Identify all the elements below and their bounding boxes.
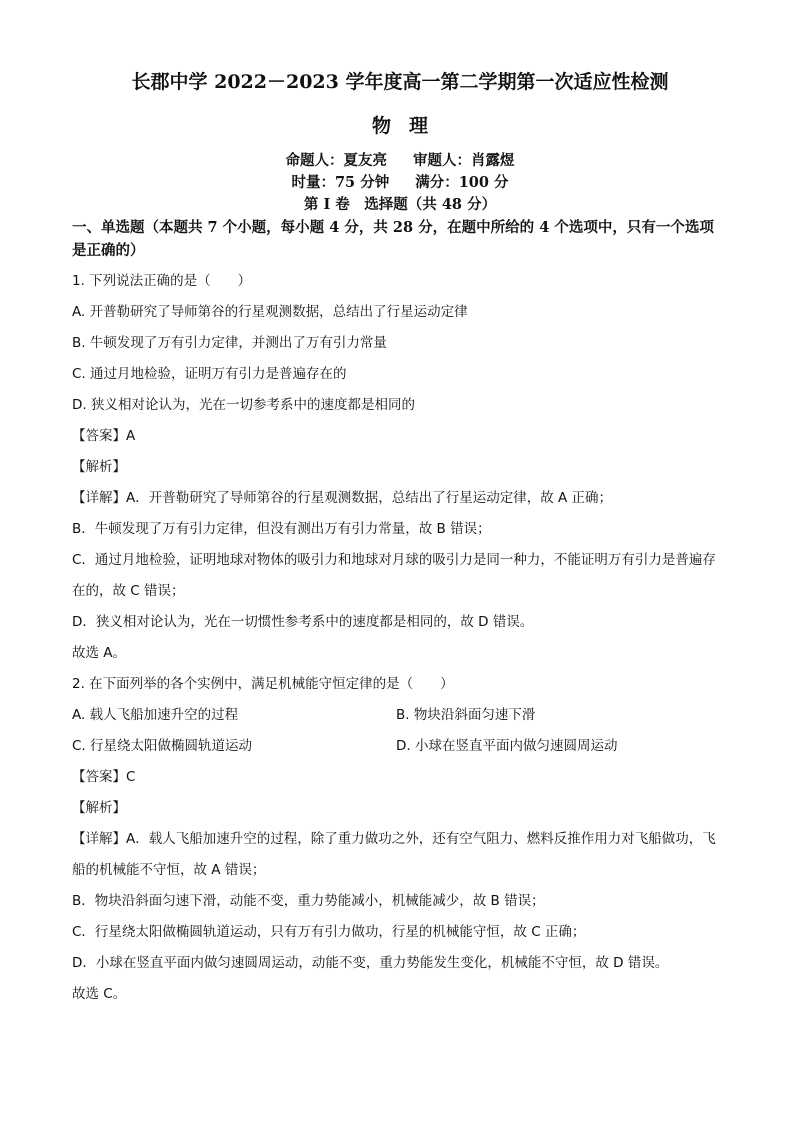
authors-line [72, 150, 728, 172]
option-b: B. 物块沿斜面匀速下滑 [396, 707, 536, 723]
analysis-label: 【解析】 [72, 459, 126, 475]
subject-char-1: 物 [371, 115, 391, 137]
detail-line: D．小球在竖直平面内做匀速圆周运动，动能不变，重力势能发生变化，机械能不守恒，故 D 错误。 [72, 955, 669, 971]
options-row [72, 700, 728, 731]
question-1 [72, 266, 728, 669]
time-score-line [72, 172, 728, 194]
question-2 [72, 669, 728, 1010]
volume-title: 第 I 卷 选择题（共 48 分） [303, 196, 497, 213]
detail-line: 【详解】A．开普勒研究了导师第谷的行星观测数据，总结出了行星运动定律，故 A 正确； [72, 490, 613, 506]
detail-line: C．通过月地检验，证明地球对物体的吸引力和地球对月球的吸引力是同一种力，不能证明万有引力是普遍存在的，故 C 错误； [72, 552, 716, 599]
detail-line: C．行星绕太阳做椭圆轨道运动，只有万有引力做功，行星的机械能守恒，故 C 正确； [72, 924, 586, 940]
option-a: A. 开普勒研究了导师第谷的行星观测数据，总结出了行星运动定律 [72, 304, 468, 320]
option-d: D. 狭义相对论认为，光在一切参考系中的速度都是相同的 [72, 397, 415, 413]
option-c: C. 行星绕太阳做椭圆轨道运动 [72, 738, 253, 754]
option-d: D. 小球在竖直平面内做匀速圆周运动 [396, 738, 618, 754]
option-c: C. 通过月地检验，证明万有引力是普遍存在的 [72, 366, 347, 382]
question-stem: 1. 下列说法正确的是（ ） [72, 273, 252, 289]
detail-line: B．牛顿发现了万有引力定律，但没有测出万有引力常量，故 B 错误； [72, 521, 491, 537]
section-heading: 一、单选题（本题共 7 个小题，每小题 4 分，共 28 分，在题中所给的 4 个选项中，只有一个选项是正确的） [72, 219, 714, 259]
detail-line: 【详解】A．载人飞船加速升空的过程，除了重力做功之外，还有空气阻力、燃料反推作用力对飞船做功，飞船的机械能不守恒，故 A 错误； [72, 831, 716, 878]
conclusion: 故选 C。 [72, 986, 127, 1002]
options-row [72, 731, 728, 762]
conclusion: 故选 A。 [72, 645, 127, 661]
option-a: A. 载人飞船加速升空的过程 [72, 707, 239, 723]
exam-score: 满分：100 分 [415, 174, 509, 191]
answer-label: 【答案】C [72, 769, 136, 785]
question-stem: 2. 在下面列举的各个实例中，满足机械能守恒定律的是（ ） [72, 676, 454, 692]
question-setter: 命题人：夏友亮 [285, 152, 387, 169]
analysis-label: 【解析】 [72, 800, 126, 816]
detail-line: B．物块沿斜面匀速下滑，动能不变，重力势能减小，机械能减少，故 B 错误； [72, 893, 545, 909]
subject-title [72, 112, 728, 140]
question-reviewer: 审题人：肖露煜 [413, 152, 515, 169]
exam-time: 时量：75 分钟 [291, 174, 390, 191]
answer-label: 【答案】A [72, 428, 136, 444]
option-b: B. 牛顿发现了万有引力定律，并测出了万有引力常量 [72, 335, 387, 351]
detail-line: D．狭义相对论认为，光在一切惯性参考系中的速度都是相同的，故 D 错误。 [72, 614, 534, 630]
subject-char-2: 理 [409, 115, 429, 137]
exam-title: 长郡中学 2022－2023 学年度高一第二学期第一次适应性检测 [131, 71, 669, 93]
